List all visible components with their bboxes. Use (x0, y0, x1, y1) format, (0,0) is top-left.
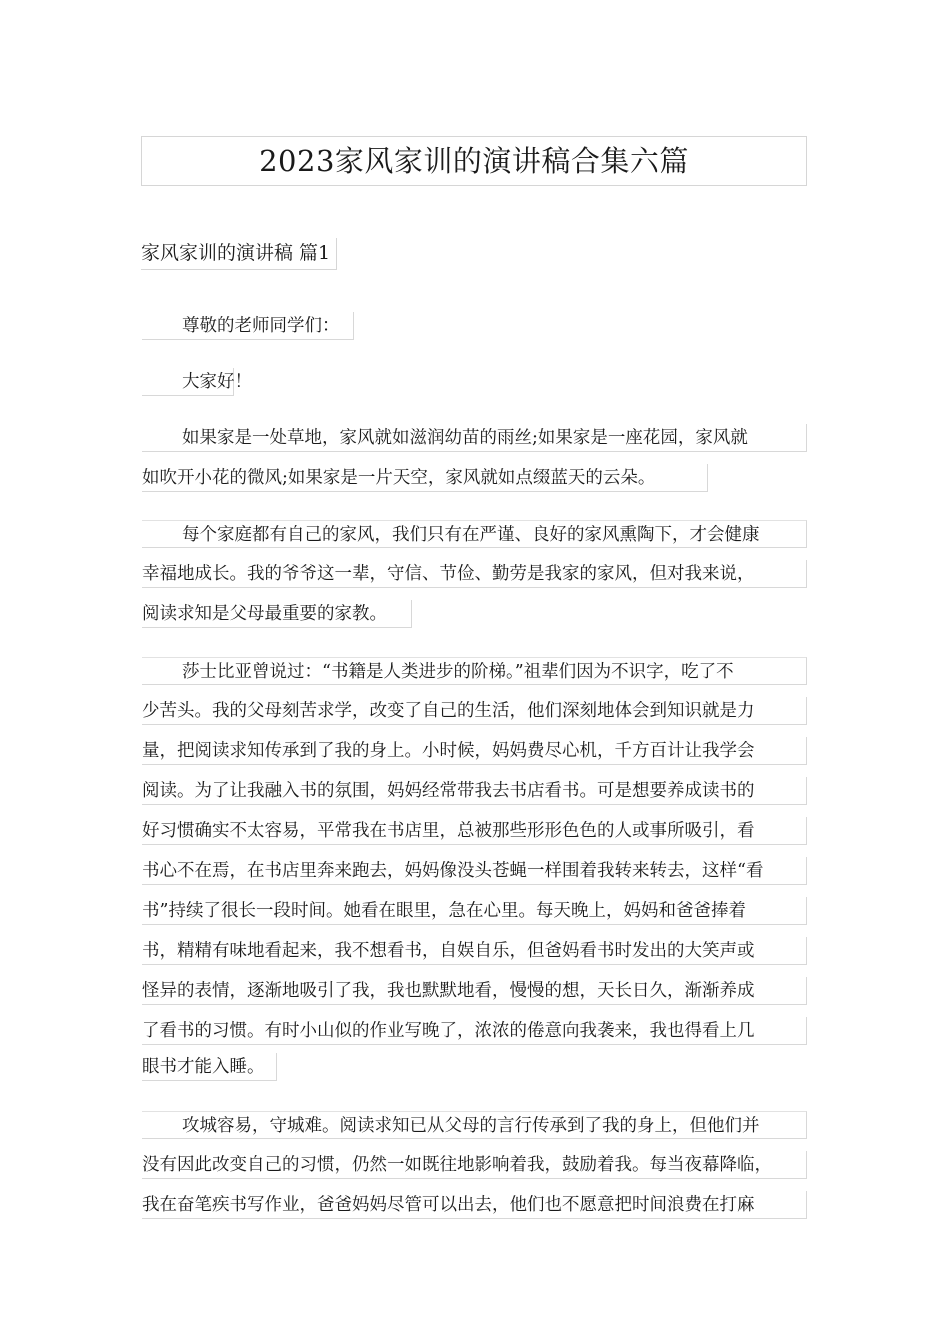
paragraph-line: 眼书才能入睡。 (142, 1053, 277, 1081)
paragraph-line: 好习惯确实不太容易，平常我在书店里，总被那些形形色色的人或事所吸引，看 (142, 817, 807, 845)
paragraph-line: 没有因此改变自己的习惯，仍然一如既往地影响着我，鼓励着我。每当夜幕降临， (142, 1151, 807, 1179)
paragraph-line: 书心不在焉，在书店里奔来跑去，妈妈像没头苍蝇一样围着我转来转去，这样“看 (142, 857, 807, 885)
section-heading: 家风家训的演讲稿 篇1 (141, 238, 337, 270)
paragraph-line: 如吹开小花的微风;如果家是一片天空，家风就如点缀蓝天的云朵。 (142, 464, 708, 492)
greeting: 大家好！ (142, 368, 234, 396)
paragraph-line: 少苦头。我的父母刻苦求学，改变了自己的生活，他们深刻地体会到知识就是力 (142, 697, 807, 725)
paragraph-line: 我在奋笔疾书写作业，爸爸妈妈尽管可以出去，他们也不愿意把时间浪费在打麻 (142, 1191, 807, 1219)
paragraph-line: 阅读。为了让我融入书的氛围，妈妈经常带我去书店看书。可是想要养成读书的 (142, 777, 807, 805)
paragraph-line: 怪异的表情，逐渐地吸引了我，我也默默地看，慢慢的想，天长日久，渐渐养成 (142, 977, 807, 1005)
paragraph-line: 如果家是一处草地，家风就如滋润幼苗的雨丝;如果家是一座花园，家风就 (142, 424, 807, 452)
salutation: 尊敬的老师同学们： (142, 312, 354, 340)
paragraph-line: 阅读求知是父母最重要的家教。 (142, 600, 412, 628)
paragraph-line: 莎士比亚曾说过：“书籍是人类进步的阶梯。”祖辈们因为不识字，吃了不 (142, 657, 807, 685)
paragraph-line: 了看书的习惯。有时小山似的作业写晚了，浓浓的倦意向我袭来，我也得看上几 (142, 1017, 807, 1045)
paragraph-line: 幸福地成长。我的爷爷这一辈，守信、节俭、勤劳是我家的家风，但对我来说， (142, 560, 807, 588)
paragraph-line: 书，精精有味地看起来，我不想看书，自娱自乐，但爸妈看书时发出的大笑声或 (142, 937, 807, 965)
document-title: 2023家风家训的演讲稿合集六篇 (141, 136, 807, 186)
paragraph-line: 量，把阅读求知传承到了我的身上。小时候，妈妈费尽心机，千方百计让我学会 (142, 737, 807, 765)
paragraph-line: 攻城容易，守城难。阅读求知已从父母的言行传承到了我的身上，但他们并 (142, 1111, 807, 1139)
paragraph-line: 书”持续了很长一段时间。她看在眼里，急在心里。每天晚上，妈妈和爸爸捧着 (142, 897, 807, 925)
paragraph-line: 每个家庭都有自己的家风，我们只有在严谨、良好的家风熏陶下，才会健康 (142, 520, 807, 548)
